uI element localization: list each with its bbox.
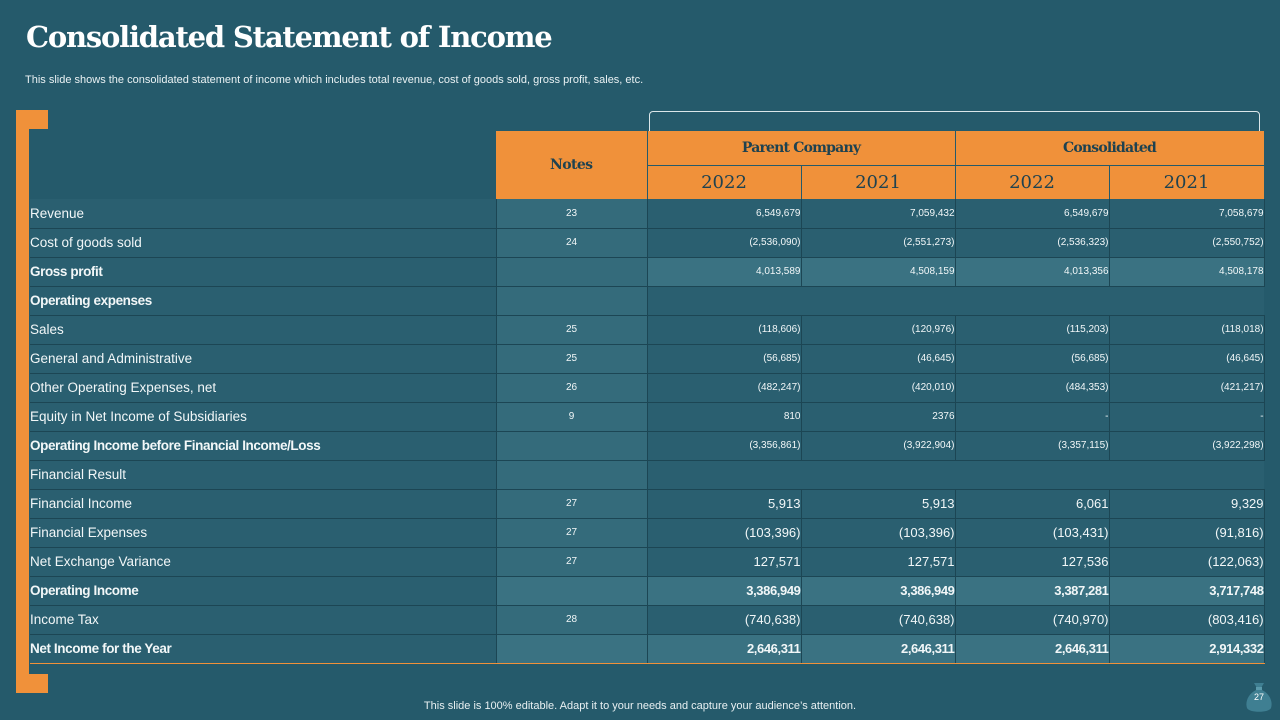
- value-consolidated-2021: 3,717,748: [1109, 576, 1264, 605]
- value-parent-2021: 127,571: [801, 547, 955, 576]
- header-spacer: [30, 131, 496, 199]
- value-parent-2021: (420,010): [801, 373, 955, 402]
- value-parent-2022: 127,571: [647, 547, 801, 576]
- value-parent-2022: 2,646,311: [647, 634, 801, 663]
- value-parent-2022: (103,396): [647, 518, 801, 547]
- row-note: [496, 576, 647, 605]
- value-consolidated-2022: (484,353): [955, 373, 1109, 402]
- row-label: Other Operating Expenses, net: [30, 373, 496, 402]
- table-row: [30, 315, 1264, 344]
- value-consolidated-2021: (3,922,298): [1109, 431, 1264, 460]
- value-parent-2022: 810: [647, 402, 801, 431]
- value-consolidated-2022: 6,061: [955, 489, 1109, 518]
- table-row: [30, 489, 1264, 518]
- row-note: 27: [496, 547, 647, 576]
- page-title: Consolidated Statement of Income: [26, 20, 552, 54]
- row-label: Income Tax: [30, 605, 496, 634]
- value-consolidated-2021: (2,550,752): [1109, 228, 1264, 257]
- value-parent-2022: (482,247): [647, 373, 801, 402]
- value-parent-2021: (740,638): [801, 605, 955, 634]
- value-consolidated-2021: (803,416): [1109, 605, 1264, 634]
- header-parent-company: Parent Company: [647, 131, 955, 165]
- row-label: Operating Income before Financial Income/Loss: [30, 431, 496, 460]
- value-parent-2022: (118,606): [647, 315, 801, 344]
- header-consolidated: Consolidated: [955, 131, 1264, 165]
- value-parent-2021: (46,645): [801, 344, 955, 373]
- value-consolidated-2022: 3,387,281: [955, 576, 1109, 605]
- value-parent-2021: 5,913: [801, 489, 955, 518]
- value-consolidated-2022: -: [955, 402, 1109, 431]
- value-parent-2021: (120,976): [801, 315, 955, 344]
- value-parent-2021: 7,059,432: [801, 199, 955, 228]
- header-year-parent-2022: 2022: [647, 165, 801, 199]
- table-row: [30, 344, 1264, 373]
- row-note: [496, 634, 647, 663]
- value-consolidated-2022: (115,203): [955, 315, 1109, 344]
- row-note: 24: [496, 228, 647, 257]
- row-label: Revenue: [30, 199, 496, 228]
- value-parent-2022: (3,356,861): [647, 431, 801, 460]
- value-parent-2022: (740,638): [647, 605, 801, 634]
- row-label: Financial Expenses: [30, 518, 496, 547]
- accent-bracket-bottom: [16, 674, 48, 693]
- value-consolidated-2021: (91,816): [1109, 518, 1264, 547]
- row-note: [496, 257, 647, 286]
- money-bag-icon: [1244, 678, 1274, 714]
- page-number: 27: [1253, 692, 1264, 702]
- accent-bracket-bar: [16, 110, 29, 693]
- footer-note: This slide is 100% editable. Adapt it to your needs and capture your audience’s attention.: [423, 700, 857, 712]
- row-note: 9: [496, 402, 647, 431]
- row-note: 25: [496, 315, 647, 344]
- row-note: [496, 460, 647, 489]
- row-empty-values: [647, 286, 1264, 315]
- row-label: Sales: [30, 315, 496, 344]
- value-parent-2021: 3,386,949: [801, 576, 955, 605]
- table-row: [30, 431, 1264, 460]
- row-label: Financial Result: [30, 460, 496, 489]
- table-row: [30, 576, 1264, 605]
- row-label: General and Administrative: [30, 344, 496, 373]
- row-label: Gross profit: [30, 257, 496, 286]
- table-row: [30, 199, 1264, 228]
- value-parent-2021: 4,508,159: [801, 257, 955, 286]
- value-consolidated-2021: 7,058,679: [1109, 199, 1264, 228]
- accent-bracket-top: [16, 110, 48, 129]
- row-note: [496, 431, 647, 460]
- row-label: Operating Income: [30, 576, 496, 605]
- value-consolidated-2021: 9,329: [1109, 489, 1264, 518]
- table-row: [30, 228, 1264, 257]
- table-row: [30, 518, 1264, 547]
- page-subtitle: This slide shows the consolidated statement of income which includes total revenue, cost of goods sold, gross profit, sales, etc.: [25, 74, 644, 86]
- table-row: [30, 460, 1264, 489]
- row-label: Operating expenses: [30, 286, 496, 315]
- value-parent-2022: 3,386,949: [647, 576, 801, 605]
- value-parent-2022: (56,685): [647, 344, 801, 373]
- value-consolidated-2022: 4,013,356: [955, 257, 1109, 286]
- value-consolidated-2022: (3,357,115): [955, 431, 1109, 460]
- table-row: [30, 286, 1264, 315]
- value-consolidated-2022: (2,536,323): [955, 228, 1109, 257]
- value-parent-2022: 6,549,679: [647, 199, 801, 228]
- value-parent-2022: 4,013,589: [647, 257, 801, 286]
- header-notes: Notes: [496, 131, 647, 199]
- header-row-groups: [30, 131, 1264, 165]
- value-parent-2021: (103,396): [801, 518, 955, 547]
- table-row: [30, 402, 1264, 431]
- value-consolidated-2021: (46,645): [1109, 344, 1264, 373]
- income-statement-table: [30, 131, 1265, 664]
- value-consolidated-2021: -: [1109, 402, 1264, 431]
- value-parent-2022: 5,913: [647, 489, 801, 518]
- table-row: [30, 634, 1264, 663]
- value-parent-2021: 2,646,311: [801, 634, 955, 663]
- value-parent-2021: (3,922,904): [801, 431, 955, 460]
- value-consolidated-2022: (103,431): [955, 518, 1109, 547]
- row-label: Financial Income: [30, 489, 496, 518]
- row-note: 27: [496, 518, 647, 547]
- header-year-parent-2021: 2021: [801, 165, 955, 199]
- row-note: 25: [496, 344, 647, 373]
- row-note: [496, 286, 647, 315]
- table-row: [30, 373, 1264, 402]
- value-consolidated-2021: 4,508,178: [1109, 257, 1264, 286]
- row-label: Net Income for the Year: [30, 634, 496, 663]
- row-empty-values: [647, 460, 1264, 489]
- value-parent-2021: (2,551,273): [801, 228, 955, 257]
- table-row: [30, 547, 1264, 576]
- header-year-consolidated-2022: 2022: [955, 165, 1109, 199]
- row-note: 23: [496, 199, 647, 228]
- value-consolidated-2021: 2,914,332: [1109, 634, 1264, 663]
- value-consolidated-2021: (421,217): [1109, 373, 1264, 402]
- table-row: [30, 605, 1264, 634]
- row-label: Equity in Net Income of Subsidiaries: [30, 402, 496, 431]
- value-consolidated-2021: (118,018): [1109, 315, 1264, 344]
- header-year-consolidated-2021: 2021: [1109, 165, 1264, 199]
- value-consolidated-2022: 2,646,311: [955, 634, 1109, 663]
- value-consolidated-2022: (740,970): [955, 605, 1109, 634]
- value-consolidated-2022: (56,685): [955, 344, 1109, 373]
- value-parent-2021: 2376: [801, 402, 955, 431]
- value-consolidated-2022: 127,536: [955, 547, 1109, 576]
- row-label: Net Exchange Variance: [30, 547, 496, 576]
- row-label: Cost of goods sold: [30, 228, 496, 257]
- value-parent-2022: (2,536,090): [647, 228, 801, 257]
- value-consolidated-2022: 6,549,679: [955, 199, 1109, 228]
- row-note: 28: [496, 605, 647, 634]
- row-note: 26: [496, 373, 647, 402]
- table-row: [30, 257, 1264, 286]
- value-consolidated-2021: (122,063): [1109, 547, 1264, 576]
- row-note: 27: [496, 489, 647, 518]
